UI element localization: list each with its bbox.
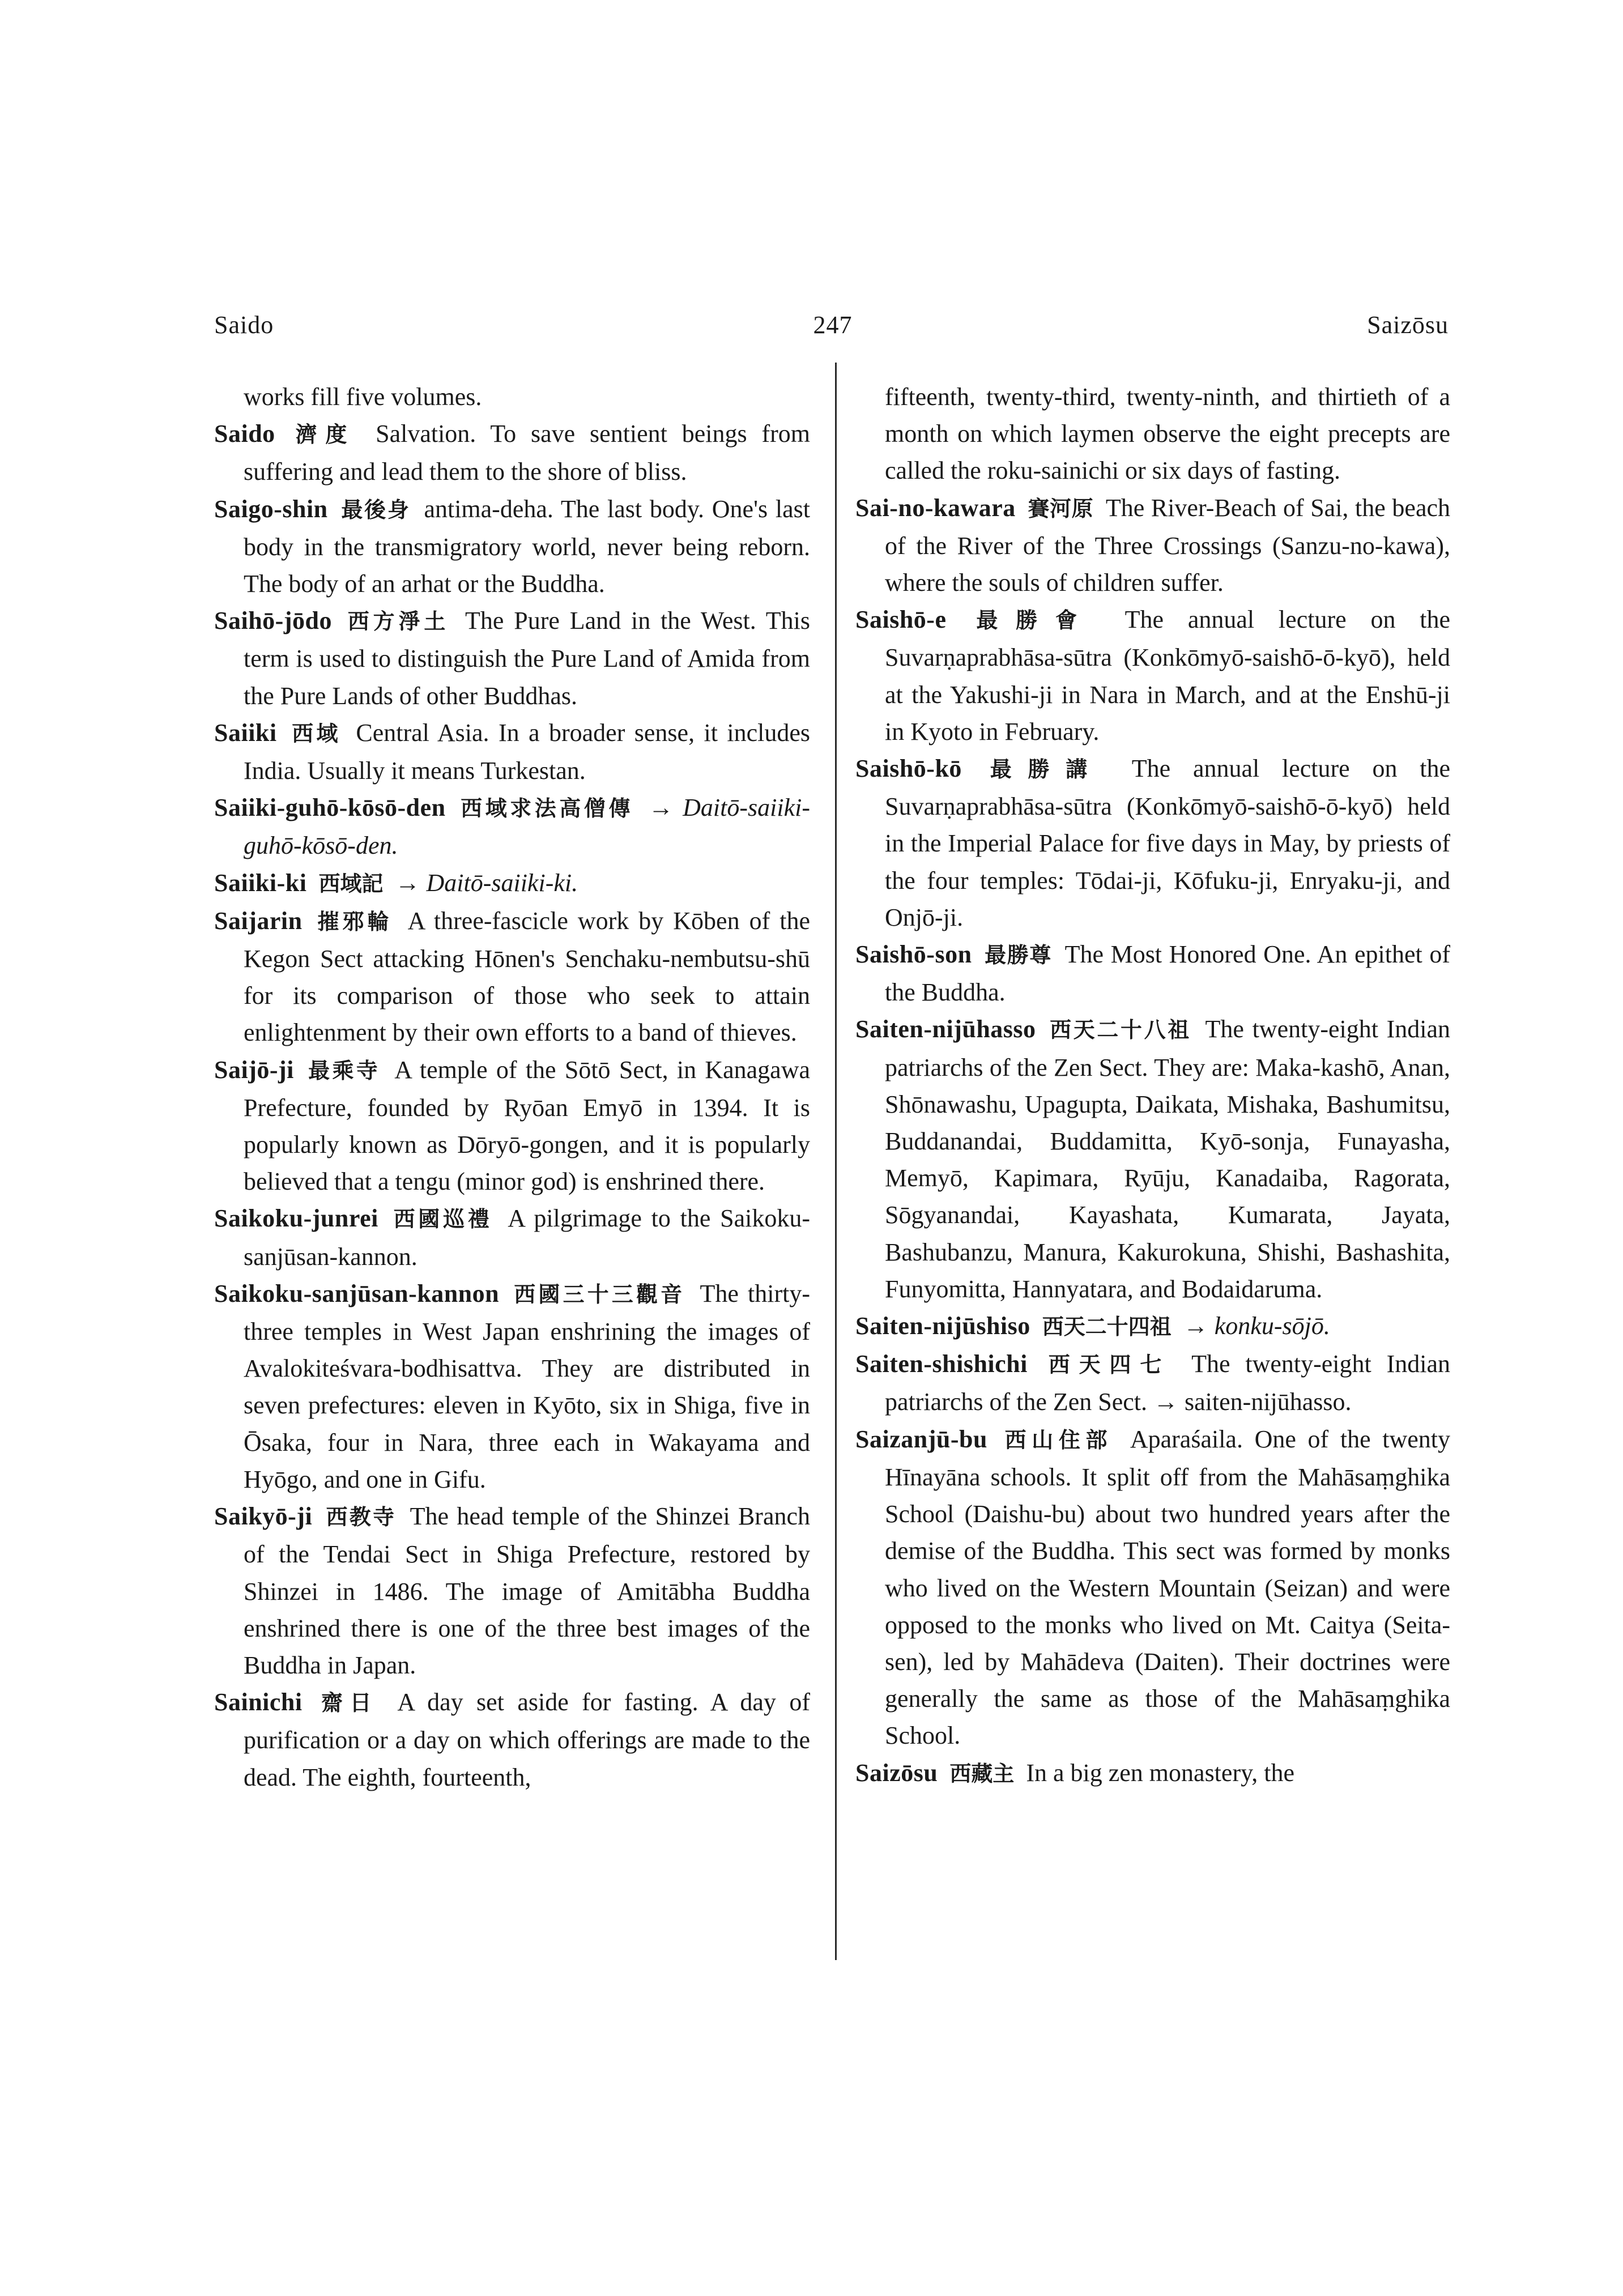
entry-kanji: 最後身 <box>341 497 411 522</box>
entry-definition: In a big zen monastery, the <box>1026 1758 1294 1787</box>
entry-kanji: 西藏主 <box>949 1761 1015 1786</box>
right-guide-word: Saizōsu <box>1367 311 1449 339</box>
entry-headword: Sainichi <box>214 1688 303 1716</box>
entry-definition: The thirty-three temples in West Japan enshrining the images of Avalokiteśvara-bodhisattva. They are distributed in seven prefectures: eleven in Kyōto, six in Shiga, five in Ōsaka, four in Nara, three each in Wakayama and Hyōgo, and one in Gifu. <box>244 1279 811 1493</box>
entry-definition: antima-deha. The last body. One's last body in the transmigratory world, never being reborn. The body of an arhat or the Buddha. <box>244 495 810 598</box>
dictionary-entry <box>214 491 810 603</box>
entry-definition: The twenty-eight Indian patriarchs of the Zen Sect. They are: Maka-kashō, Anan, Shōnawashu, Upagupta, Daikata, Mishaka, Bashumitsu, Buddanandai, Buddamitta, Kyō-sonja, Funayasha, Memyō, Kapimara, Ryūju, Kanadaiba, Ragorata, Sōgyanandai, Kayashata, Kumarata, Jayata, Bashubanzu, Manura, Kakurokuna, Shishi, Bashashita, Funyomitta, Hannyatara, and Bodaidaruma. <box>885 1015 1450 1303</box>
dictionary-entry <box>855 601 1450 750</box>
entry-headword: Saihō-jōdo <box>214 607 332 635</box>
entry-kanji: 西方淨土 <box>347 609 450 634</box>
entry-kanji: 西教寺 <box>326 1505 397 1530</box>
entry-kanji: 西域求法高僧傳 <box>461 796 634 821</box>
entry-headword: Saikoku-junrei <box>214 1204 378 1233</box>
entry-headword: Saijarin <box>214 906 303 935</box>
entry-definition: The annual lecture on the Suvarṇaprabhāsa-sūtra (Konkōmyō-saishō-ō-kyō) held in the Imperial Palace for five days in May, by priests of the four temples: Tōdai-ji, Kōfuku-ji, Enryaku-ji, and Onjō-ji. <box>885 755 1451 931</box>
entry-definition: A day set aside for fasting. A day of purification or a day on which offerings are made to the dead. The eighth, fourteenth, <box>244 1688 810 1791</box>
entry-headword: Saijō-ji <box>214 1055 294 1084</box>
entry-headword: Saiiki-guhō-kōsō-den <box>214 794 446 822</box>
entry-definition: Aparaśaila. One of the twenty Hīnayāna schools. It split off from the Mahāsaṃghika School (Daishu-bu) about two hundred years after the demise of the Buddha. This sect was formed by monks who lived on the Western Mountain (Seizan) and were opposed to the monks who lived on Mt. Caitya (Seita-sen), led by Mahādeva (Daiten). Their doctrines were generally the same as those of the Mahāsaṃghika School. <box>885 1425 1450 1750</box>
entry-kanji: 西天四七 <box>1048 1352 1171 1378</box>
entry-kanji: 西國巡禮 <box>393 1207 493 1232</box>
page-number: 247 <box>813 311 853 339</box>
dictionary-entry <box>855 1754 1450 1792</box>
dictionary-entry <box>214 1275 810 1498</box>
entry-kanji: 賽河原 <box>1028 496 1094 521</box>
entry-kanji: 西域 <box>292 721 341 746</box>
entry-headword: Saikoku-sanjūsan-kannon <box>214 1279 500 1307</box>
cross-reference: → Daitō-saiiki-ki. <box>395 868 578 897</box>
entry-headword: Sai-no-kawara <box>855 493 1016 522</box>
entry-definition: The Most Honored One. An epithet of the Buddha. <box>885 940 1451 1007</box>
dictionary-entry <box>855 1421 1450 1754</box>
entry-kanji: 最勝會 <box>976 608 1095 633</box>
entry-definition: A three-fascicle work by Kōben of the Kegon Sect attacking Hōnen's Senchaku-nembutsu-shū for its comparison of those who seek to attain enlightenment by their own efforts to a band of thieves. <box>244 906 810 1047</box>
entry-kanji: 摧邪輪 <box>317 909 393 934</box>
left-guide-word: Saido <box>214 311 274 339</box>
entry-kanji: 西域記 <box>318 871 384 896</box>
continuation-text: works fill five volumes. <box>244 383 482 411</box>
dictionary-entry <box>214 1200 810 1275</box>
dictionary-entry <box>855 1307 1450 1345</box>
entry-definition: The annual lecture on the Suvarṇaprabhāsa-sūtra (Konkōmyō-saishō-ō-kyō), held at the Yakushi-ji in Nara in March, and at the Enshū-ji in Kyoto in February. <box>885 606 1451 746</box>
entry-kanji: 西天二十四祖 <box>1042 1314 1172 1340</box>
column-divider <box>835 363 837 1960</box>
entry-definition: The twenty-eight Indian patriarchs of the Zen Sect. → saiten-nijūhasso. <box>885 1350 1451 1416</box>
entry-kanji: 西國三十三觀音 <box>514 1281 685 1307</box>
dictionary-entry <box>855 750 1450 936</box>
entry-definition: A temple of the Sōtō Sect, in Kanagawa Prefecture, founded by Ryōan Emyō in 1394. It is popularly known as Dōryō-gongen, and it is popularly believed that a tengu (minor god) is enshrined there. <box>244 1055 811 1196</box>
entry-kanji: 最勝尊 <box>985 943 1052 968</box>
dictionary-entry <box>214 415 810 490</box>
entry-headword: Saiiki-ki <box>214 868 307 897</box>
entry-definition: The River-Beach of Sai, the beach of the River of the Three Crossings (Sanzu-no-kawa), where the souls of children suffer. <box>885 493 1450 597</box>
entry-headword: Saigo-shin <box>214 495 328 523</box>
dictionary-entry <box>214 864 810 902</box>
cross-reference: → Daitō-saiiki-guhō-kōsō-den. <box>244 794 811 860</box>
cross-reference: → konku-sōjō. <box>1183 1312 1330 1340</box>
entry-headword: Saishō-e <box>855 606 947 634</box>
dictionary-entry <box>214 602 810 714</box>
entry-headword: Saikyō-ji <box>214 1502 313 1531</box>
entry-definition: The head temple of the Shinzei Branch of the Tendai Sect in Shiga Prefecture, restored by Shinzei in 1486. The image of Amitābha Buddha enshrined there is one of the three best images of the Buddha in Japan. <box>244 1502 811 1679</box>
entry-headword: Saishō-kō <box>855 755 962 783</box>
left-column <box>214 378 810 1796</box>
entry-headword: Saizanjū-bu <box>855 1425 987 1453</box>
entry-headword: Saido <box>214 420 275 448</box>
right-column <box>855 378 1450 1792</box>
entry-headword: Saiten-nijūshiso <box>855 1312 1030 1340</box>
entry-headword: Saizōsu <box>855 1758 938 1787</box>
dictionary-entry <box>855 489 1450 602</box>
entry-definition: The Pure Land in the West. This term is used to distinguish the Pure Land of Amida from the Pure Lands of other Buddhas. <box>244 607 810 710</box>
dictionary-entry <box>855 1345 1450 1420</box>
entry-definition: Central Asia. In a broader sense, it includes India. Usually it means Turkestan. <box>244 718 811 785</box>
dictionary-entry <box>214 1498 810 1684</box>
entry-headword: Saiten-shishichi <box>855 1350 1028 1378</box>
entry-definition: Salvation. To save sentient beings from suffering and lead them to the shore of bliss. <box>244 420 811 486</box>
entry-kanji: 最勝講 <box>990 757 1104 782</box>
entry-kanji: 濟度 <box>295 422 356 448</box>
dictionary-entry <box>214 1051 810 1200</box>
entry-headword: Saishō-son <box>855 940 972 969</box>
entry-kanji: 西天二十八祖 <box>1050 1017 1191 1043</box>
entry-kanji: 西山住部 <box>1004 1427 1113 1452</box>
dictionary-entry <box>214 714 810 789</box>
continuation-text: fifteenth, twenty-third, twenty-ninth, and thirtieth of a month on which laymen observe the eight precepts are called the roku-sainichi or six days of fasting. <box>885 383 1450 485</box>
entry-kanji: 最乘寺 <box>308 1058 380 1083</box>
entry-kanji: 齋日 <box>321 1690 378 1716</box>
running-header <box>0 310 1623 356</box>
dictionary-entry <box>855 1011 1450 1307</box>
dictionary-entry <box>214 1684 810 1796</box>
entry-headword: Saiten-nijūhasso <box>855 1015 1036 1043</box>
entry-definition: A pilgrimage to the Saikoku-sanjūsan-kannon. <box>244 1204 810 1271</box>
dictionary-entry <box>214 902 810 1051</box>
dictionary-entry <box>214 789 810 864</box>
entry-headword: Saiiki <box>214 718 277 747</box>
dictionary-entry <box>855 936 1450 1011</box>
